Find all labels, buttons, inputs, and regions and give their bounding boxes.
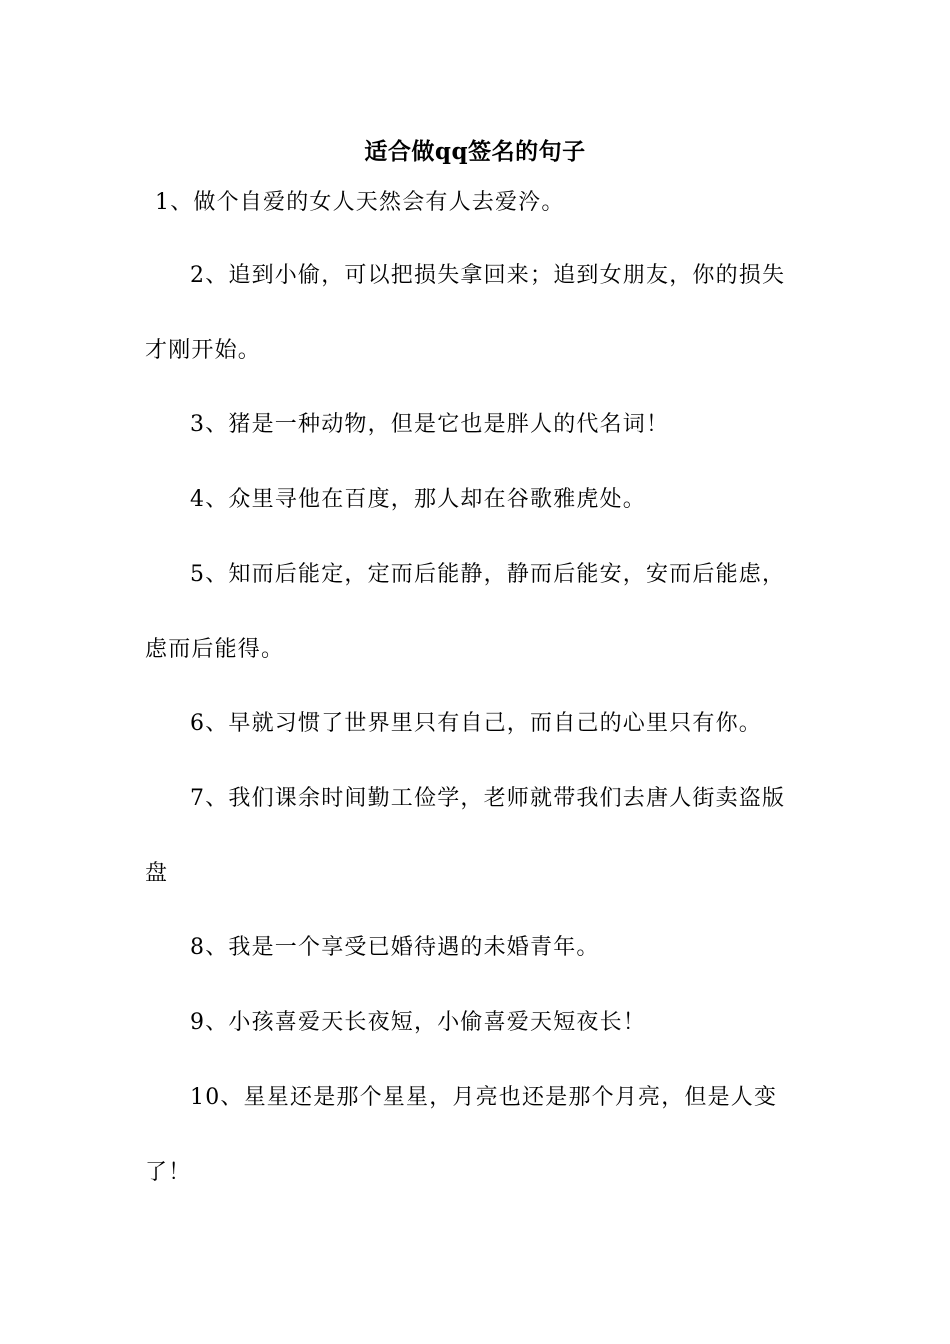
item-8-line-1: 8、我是一个享受已婚待遇的未婚青年。: [190, 935, 600, 960]
item-10-line-2: 了！: [145, 1160, 192, 1185]
item-2-line-2: 才刚开始。: [145, 338, 262, 363]
item-2-line-1: 2、追到小偷，可以把损失拿回来；追到女朋友，你的损失: [190, 263, 786, 288]
document-title: 适合做qq签名的句子: [364, 138, 586, 165]
item-10-line-1: 10、星星还是那个星星，月亮也还是那个月亮，但是人变: [190, 1085, 778, 1110]
item-4-line-1: 4、众里寻他在百度，那人却在谷歌雅虎处。: [190, 487, 646, 512]
item-3-line-1: 3、猪是一种动物，但是它也是胖人的代名词！: [190, 412, 670, 437]
item-5-line-2: 虑而后能得。: [145, 637, 285, 662]
item-9-line-1: 9、小孩喜爱天长夜短，小偷喜爱天短夜长！: [190, 1010, 646, 1035]
item-1-line-1: 1、做个自爱的女人天然会有人去爱汵。: [155, 190, 565, 215]
item-5-line-1: 5、知而后能定，定而后能静，静而后能安，安而后能虑，: [190, 562, 786, 587]
item-6-line-1: 6、早就习惯了世界里只有自己，而自己的心里只有你。: [190, 711, 762, 736]
item-7-line-2: 盘: [145, 861, 169, 886]
item-7-line-1: 7、我们课余时间勤工俭学，老师就带我们去唐人街卖盗版: [190, 786, 786, 811]
